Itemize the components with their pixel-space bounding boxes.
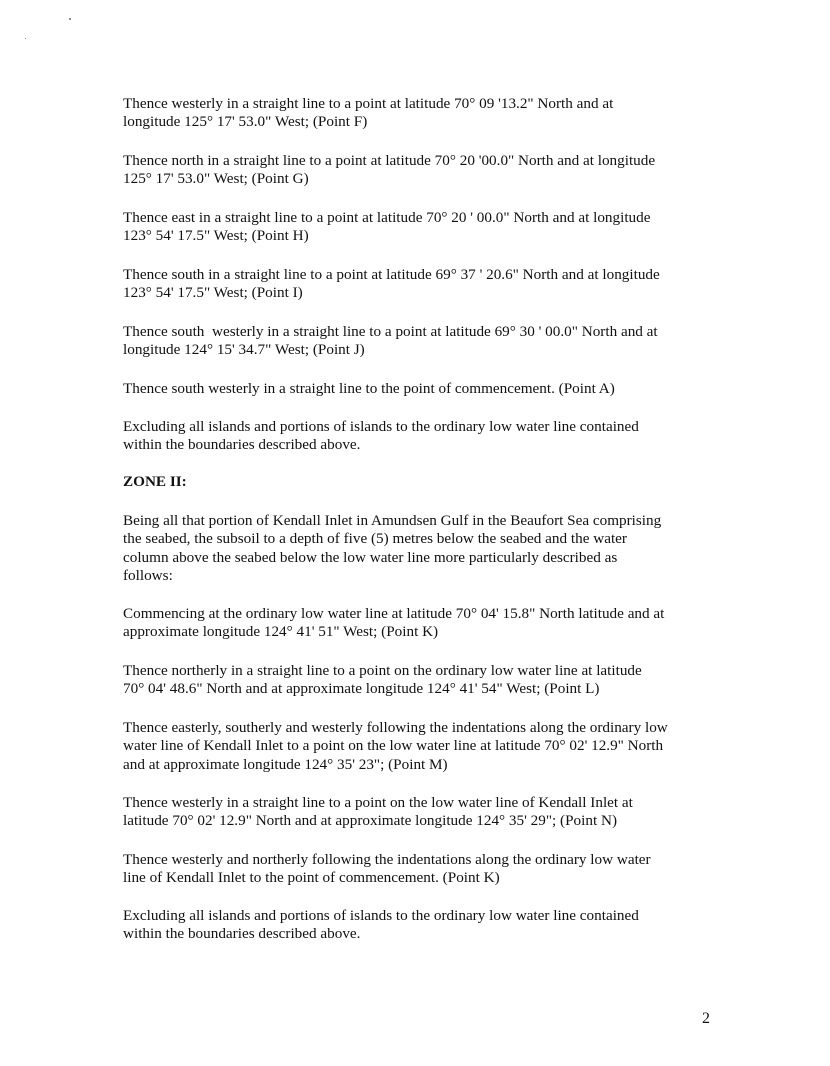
paragraph-point-k (123, 605, 723, 642)
text-line: Thence westerly and northerly following the indentations along the ordinary low water (123, 851, 651, 868)
text-line: approximate longitude 124° 41' 51" West; (Point K) (123, 623, 439, 641)
paragraph-point-l (123, 662, 723, 699)
paragraph-point-f (123, 95, 723, 132)
paragraph-point-i (123, 266, 723, 303)
text-line: Excluding all islands and portions of islands to the ordinary low water line contained (123, 907, 639, 924)
text-line: 123° 54' 17.5" West; (Point I) (123, 284, 303, 302)
paragraph-point-n (123, 794, 723, 831)
text-line: latitude 70° 02' 12.9" North and at approximate longitude 124° 35' 29"; (Point N) (123, 812, 618, 830)
text-line: and at approximate longitude 124° 35' 23"; (Point M) (123, 755, 448, 773)
text-line: water line of Kendall Inlet to a point on the low water line at latitude 70° 02' 12.9" North (123, 737, 664, 755)
text-line: 70° 04' 48.6" North and at approximate longitude 124° 41' 54" West; (Point L) (123, 680, 600, 698)
text-line: within the boundaries described above. (123, 925, 361, 943)
text-line: longitude 124° 15' 34.7" West; (Point J) (123, 341, 365, 359)
paragraph-point-h (123, 209, 723, 246)
text-line: Thence westerly in a straight line to a point at latitude 70° 09 '13.2" North and at (123, 95, 614, 112)
text-line: column above the seabed below the low water line more particularly described as (123, 548, 618, 566)
paragraph-excluding-zone-1 (123, 418, 723, 455)
text-line: 125° 17' 53.0" West; (Point G) (123, 170, 309, 188)
page-number: 2 (702, 1010, 710, 1027)
scan-speck (69, 18, 71, 20)
paragraph-point-g (123, 152, 723, 189)
text-line: within the boundaries described above. (123, 436, 361, 454)
paragraph-return-point-k (123, 851, 723, 888)
text-line: the seabed, the subsoil to a depth of five (5) metres below the seabed and the water (123, 530, 627, 548)
text-line: Thence south westerly in a straight line to the point of commencement. (Point A) (123, 380, 615, 397)
text-line: 123° 54' 17.5" West; (Point H) (123, 227, 309, 245)
paragraph-point-j (123, 323, 723, 360)
paragraph-excluding-zone-2 (123, 907, 723, 944)
text-line: Thence south in a straight line to a point at latitude 69° 37 ' 20.6" North and at longitude (123, 266, 660, 283)
text-line: Being all that portion of Kendall Inlet in Amundsen Gulf in the Beaufort Sea comprising (123, 512, 662, 529)
text-line: Excluding all islands and portions of islands to the ordinary low water line contained (123, 418, 639, 435)
text-line: Thence westerly in a straight line to a point on the low water line of Kendall Inlet at (123, 794, 633, 811)
paragraph-point-m (123, 719, 723, 774)
text-line: line of Kendall Inlet to the point of commencement. (Point K) (123, 869, 500, 887)
paragraph-zone-ii-description (123, 512, 723, 586)
zone-ii-heading (123, 473, 723, 491)
text-line: longitude 125° 17' 53.0" West; (Point F) (123, 113, 368, 131)
text-line: Thence south westerly in a straight line to a point at latitude 69° 30 ' 00.0" North and at (123, 323, 658, 340)
scan-speck (25, 38, 26, 39)
heading-text: ZONE II: (123, 473, 187, 490)
text-line: Thence north in a straight line to a point at latitude 70° 20 '00.0" North and at longitude (123, 152, 656, 169)
paragraph-point-a (123, 380, 723, 398)
text-line: Thence northerly in a straight line to a point on the ordinary low water line at latitude (123, 662, 642, 679)
text-line: Thence east in a straight line to a point at latitude 70° 20 ' 00.0" North and at longitude (123, 209, 651, 226)
text-line: Commencing at the ordinary low water line at latitude 70° 04' 15.8" North latitude and at (123, 605, 665, 622)
text-line: Thence easterly, southerly and westerly following the indentations along the ordinary low (123, 719, 668, 736)
text-line: follows: (123, 567, 173, 585)
